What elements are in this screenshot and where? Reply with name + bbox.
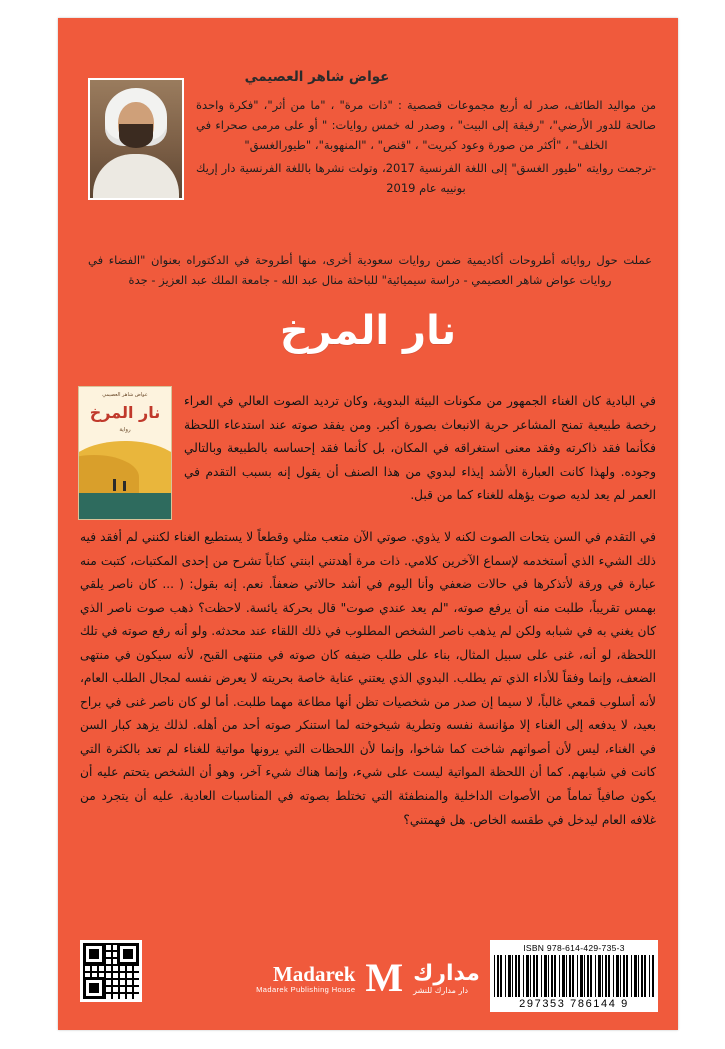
author-section xyxy=(76,68,660,298)
author-name: عواض شاهر العصيمي xyxy=(244,69,390,85)
cover-thumbnail xyxy=(78,386,172,520)
book-back-cover xyxy=(58,18,678,1030)
publisher-english-name: Madarek xyxy=(272,961,356,986)
author-bio-extra xyxy=(82,250,656,293)
blurb-top-text: في البادية كان الغناء الجمهور من مكونات البيئة البدوية، وكان ترديد الصوت العالي في العراء رخصة طبيعية تمنح المشاعر حرية الانبعاث بصورة أكبر. ومن يفقد صوته عند استدعاء اللحظة فكأنما فقد ذاكرته وفقد معنى استغراقه في المكان، بل كأنما فقد إحساسه بالطبيعة وبالتالي وجوده. ولهذا كانت العبارة الأشد إيذاء لبدوي من هذا الصنف أن يقول إنه بسبب التقدم في العمر لم يعد لديه صوت يؤهله للغناء كما من قبل. xyxy=(184,394,656,503)
book-title: نار المرخ xyxy=(279,308,457,354)
isbn-label: ISBN 978-614-429-735-3 xyxy=(523,943,625,953)
title-block xyxy=(58,308,678,354)
author-photo xyxy=(88,78,184,200)
author-bio-paragraph-3: عملت حول رواياته أطروحات أكاديمية ضمن روايات سعودية أخرى، منها أطروحة في الدكتوراه بعنوان "الفضاء في روايات عواض شاهر العصيمي - دراسة سيميائية" للباحثة منال عبد الله - جامعة الملك عبد العزيز - جدة xyxy=(88,253,652,288)
publisher-logo xyxy=(58,955,678,1000)
qr-finder-icon xyxy=(83,943,105,965)
publisher-monogram: M xyxy=(365,955,404,1000)
thumbnail-subtitle: رواية xyxy=(119,427,131,433)
qr-code[interactable] xyxy=(80,940,142,1002)
author-bio-paragraph-1: من مواليد الطائف، صدر له أربع مجموعات قصصية : "ذات مرة" ، "ما من أثر"، "فكرة واحدة صالحة للدور الأرضي"، "رفيقة إلى البيت" ، وصدر له خمس روايات: " أو على مرمى صحراء في الخلف" ، "أكثر من صورة وعود كبريت" ، "قنص" ، "المنهوبة"، "طيورالغسق" xyxy=(196,97,656,153)
publisher-arabic xyxy=(413,961,480,995)
thumbnail-author: عواض شاهر العصيمي xyxy=(102,392,148,398)
blurb-body-text: في التقدم في السن يتحات الصوت لكنه لا يذوي. صوتي الآن متعب مثلي وقطعاً لا يستطيع الغناء لكنني لم أفقد فيه ذلك الشيء الذي أستخدمه لإسماع الآخرين كلامي. ذات مرة أهدتني ابنتي كتاباً تشرح من إحدى المكتبات، كتبت منه عبارة في ورقة لأتذكرها في حالات ضعفي وأنا اليوم في أشد حالاتي ضعفاً. نعم. إنه بقول: ( ... كان ناصر يلقي بهمس تقريباً، طلبت منه أن يرفع صوته، "لم يعد عندي صوت" قال بحركة يائسة. لاحظت؟ ذهب صوت ناصر الذي كان يغني به في شبابه ولكن لم يذهب ناصر الشخص المطلوب في ذلك اللقاء عند محدثه. ولو أنه رفع صوته في تلك اللحظة، لو أنه، غنى على سبيل المثال، بناء على طلب ضيفه كان صوته في منتهى القبح، لأنه سيكون في منتهى الضعف، وإنما وفقاً للأداء الذي تم يطلب. البدوي الذي يعتني عناية خاصة بحريته لا يعرض نفسه لمجال الطلب العام، لأنه أسلوب قمعي غالباً، لا سيما إن صدر من شخصيات تظن أنها مطاعة مهما طلبت. أما لو كان ناصر غنى في براح بعيد، لا يدفعه إلى الغناء إلا مؤانسة نفسه وتطرية شيخوخته لما استنكر صوته أحد من أهله. لذلك يزهد كبار السن في الغناء، ليس لأن أصواتهم شاخت كما شاخوا، وإنما لأن اللحظات التي يرونها مواتية للغناء لم تعد بالكثرة التي كانت في شبابهم. كما أن اللحظة المواتية ليست على شيء، وإنما هناك شيء آخر، وهو أن الشخص يتحتم عليه أن يكون صافياً تماماً من الأصوات الداخلية والمنطفئة التي تختلط بصوته في المناسبات العادية. عليه أن يتجرد من غلافه العام ليدخل في طقسه الخاص. هل فهمتني؟ xyxy=(80,530,656,827)
qr-finder-icon xyxy=(83,977,105,999)
blurb-body xyxy=(80,526,656,832)
publisher-arabic-subtitle: دار مدارك للنشر xyxy=(413,986,469,996)
qr-finder-icon xyxy=(117,943,139,965)
qr-code-pattern xyxy=(83,943,139,999)
thumbnail-figure-shape xyxy=(113,479,116,491)
beard-shape xyxy=(119,124,153,148)
publisher-english xyxy=(256,962,355,995)
publisher-arabic-name: مدارك xyxy=(413,960,480,986)
thumbnail-figure-shape xyxy=(123,481,126,491)
thumbnail-title: نار المرخ xyxy=(89,403,161,422)
blurb-top xyxy=(184,390,656,508)
author-bio-paragraph-2: -ترجمت روايته "طيور الغسق" إلى اللغة الفرنسية 2017، وتولت نشرها باللغة الفرنسية دار إريك بونييه عام 2019 xyxy=(196,161,656,196)
publisher-english-subtitle: Madarek Publishing House xyxy=(256,984,356,994)
footer xyxy=(58,920,678,1016)
barcode-number: 9 786144 297353 xyxy=(519,998,629,1010)
thumbnail-ground-shape xyxy=(79,493,171,519)
